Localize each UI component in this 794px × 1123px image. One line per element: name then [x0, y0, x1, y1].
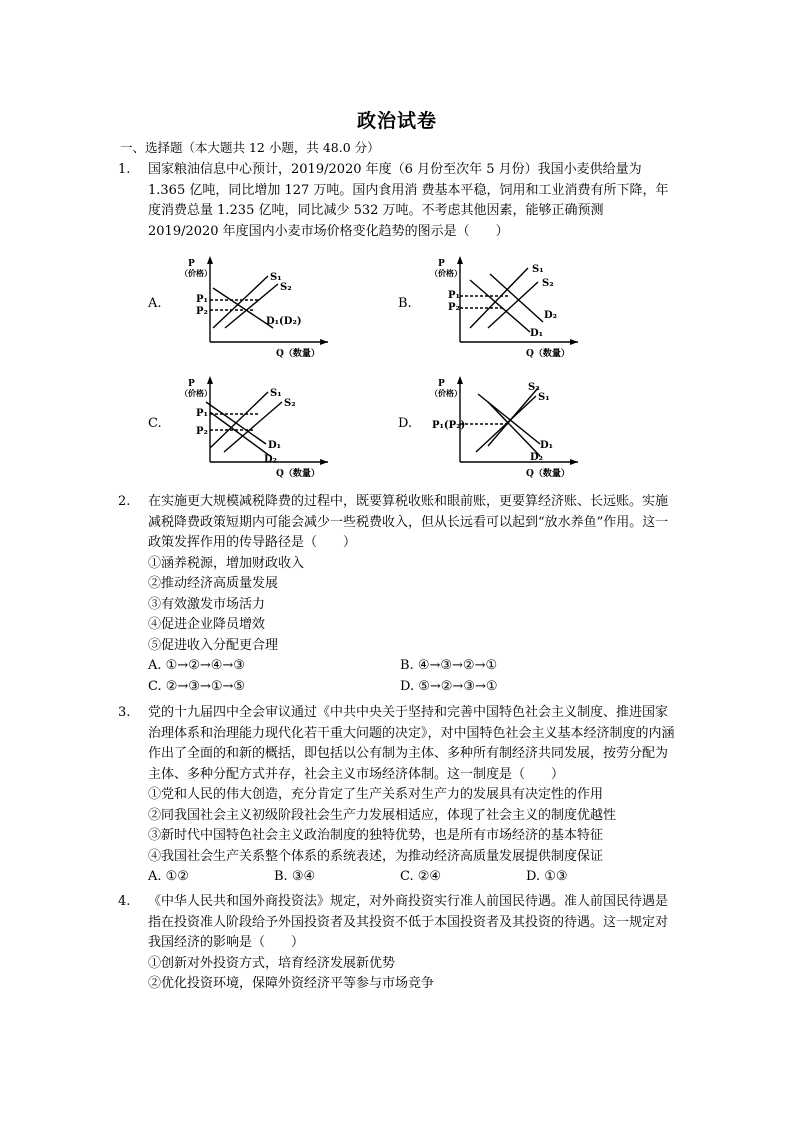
list-item: ②同我国社会主义初级阶段社会生产力发展相适应，体现了社会主义的制度优越性: [148, 807, 617, 823]
question-number: 1.: [118, 162, 131, 177]
p1-label: P₁: [196, 294, 208, 305]
d1-label: D₁: [268, 440, 282, 451]
p-axis-label: P: [188, 379, 195, 389]
question-2: [118, 492, 678, 697]
q-axis-label: Q（数量）: [276, 469, 320, 479]
s2-label: S₂: [284, 398, 296, 409]
s1-label: S₁: [270, 388, 282, 399]
q-axis-label: Q（数量）: [276, 349, 320, 359]
supply-curve-s2: [488, 282, 538, 328]
answer-option-a[interactable]: A. ①→②→④→③: [148, 658, 245, 673]
d2-label: D₂: [544, 310, 558, 321]
d1-label: D₁: [540, 440, 554, 451]
p-axis-label: P: [188, 259, 195, 269]
p-axis-label: P: [438, 379, 445, 389]
p2-label: P₂: [196, 426, 208, 437]
list-item: ③新时代中国特色社会主义政治制度的独特优势，也是所有市场经济的基本特征: [148, 828, 604, 843]
list-item: ③有效激发市场活力: [148, 596, 266, 612]
list-item: ①创新对外投资方式，培育经济发展新优势: [148, 955, 396, 971]
list-item: ②优化投资环境，保障外资经济平等参与市场竞争: [148, 976, 435, 991]
d2-label: D₂: [530, 452, 544, 463]
list-item: ⑤促进收入分配更合理: [148, 637, 279, 653]
list-item: ①涵养税源，增加财政收入: [148, 555, 305, 571]
answer-option-d[interactable]: D. ①③: [526, 869, 568, 884]
graph-option-label[interactable]: A.: [148, 296, 162, 311]
graph-option-label[interactable]: B.: [398, 296, 412, 311]
question-3: [118, 703, 678, 888]
supply-curve-s1: [213, 276, 268, 328]
question-text: 党的十九届四中全会审议通过《中共中央关于坚持和完善中国特色社会主义制度、推进国家治理体系和治理能力现代化若干重大问题的决定》，对中国特色社会主义基本经济制度的内涵作出了全面的和新的概括，即包括以公有制为主体、多种所有制经济共同发展，按劳分配为主体、多种分配方式并存，社会主义市场经济体制。这一制度是（ ）: [148, 705, 675, 782]
section-heading: 一、选择题（本大题共 12 小题，共 48.0 分）: [120, 140, 380, 155]
p-axis-sublabel: （价格）: [430, 268, 462, 278]
q-axis-label: Q（数量）: [526, 349, 570, 359]
s2-label: S₂: [542, 278, 554, 289]
p1-label: P₁: [448, 290, 460, 301]
answer-option-d[interactable]: D. ⑤→②→③→①: [400, 678, 498, 694]
p-axis-label: P: [438, 259, 445, 269]
question-text: 在实施更大规模减税降费的过程中，既要算税收账和眼前账，更要算经济账、长远账。实施减税降费政策短期内可能会减少一些税费收入，但从长远看可以起到“放水养鱼”作用。这一政策发挥作用的传导路径是（ ）: [148, 494, 669, 550]
list-item: ②推动经济高质量发展: [148, 576, 279, 591]
answer-option-a[interactable]: A. ①②: [148, 869, 189, 884]
p-axis-sublabel: （价格）: [180, 268, 212, 278]
p2-label: P₂: [448, 302, 460, 313]
question-text: 《中华人民共和国外商投资法》规定，对外商投资实行准人前国民待遇。准人前国民待遇是指在投资准人阶段给予外国投资者及其投资不低于本国投资者及其投资的待遇。这一规定对我国经济的影响是（ ）: [148, 894, 669, 950]
p-axis-sublabel: （价格）: [180, 388, 212, 398]
q-axis-label: Q（数量）: [526, 469, 570, 479]
d1-label: D₁: [530, 328, 544, 339]
supply-demand-graph: [418, 252, 588, 362]
answer-option-b[interactable]: B. ④→③→②→①: [400, 658, 498, 673]
question-number: 4.: [118, 894, 131, 909]
p-axis-sublabel: （价格）: [430, 388, 462, 398]
s1-label: S₁: [538, 392, 550, 403]
question-text: 国家粮油信息中心预计，2019/2020 年度（6 月份至次年 5 月份）我国小麦供给量为 1.365 亿吨，同比增加 127 万吨。国内食用消 费基本平稳，饲用和工业消费有所下降，年度消费总量 1.235 亿吨，同比减少 532 万吨。不考虑其他因素，能够正确预测 2019/2020 年度国内小麦市场价格变化趋势的图示是（ ）: [148, 162, 669, 239]
d2-label: D₂: [264, 454, 278, 465]
graph-option-label[interactable]: D.: [398, 416, 413, 431]
question-number: 2.: [118, 494, 131, 509]
page-title: 政治试卷: [356, 110, 437, 132]
supply-demand-graph: [168, 372, 338, 482]
question-number: 3.: [118, 705, 131, 720]
p1-label: P₁: [196, 408, 208, 419]
s1-label: S₁: [270, 272, 282, 283]
p1-label: P₁(P₂): [432, 420, 466, 431]
demand-curve-d2: [490, 274, 543, 322]
supply-curve-s2: [488, 388, 538, 446]
supply-curve-s1: [470, 268, 528, 328]
answer-option-b[interactable]: B. ③④: [274, 869, 316, 884]
answer-option-c[interactable]: C. ②→③→①→⑤: [148, 678, 246, 694]
supply-demand-graph: [168, 252, 338, 362]
supply-demand-graph: [418, 372, 588, 482]
s2-label: S₂: [528, 382, 540, 393]
graph-option-label[interactable]: C.: [148, 416, 162, 431]
s1-label: S₁: [532, 264, 544, 275]
question-1: [118, 160, 678, 242]
question-4: [118, 892, 678, 995]
axis-arrowheads: [457, 376, 578, 465]
list-item: ④我国社会生产关系整个体系的系统表述，为推动经济高质量发展提供制度保证: [148, 848, 604, 864]
p2-label: P₂: [196, 306, 208, 317]
s2-label: S₂: [280, 282, 292, 293]
list-item: ④促进企业降员增效: [148, 617, 266, 632]
demand-curve-d2: [488, 402, 540, 456]
d1-label: D₁(D₂): [266, 316, 302, 327]
demand-curve-d1: [213, 288, 273, 328]
demand-curve-d1: [470, 280, 530, 332]
list-item: ①党和人民的伟大创造，充分肯定了生产关系对生产力的发展具有决定性的作用: [148, 787, 604, 802]
answer-option-c[interactable]: C. ②④: [400, 869, 442, 884]
